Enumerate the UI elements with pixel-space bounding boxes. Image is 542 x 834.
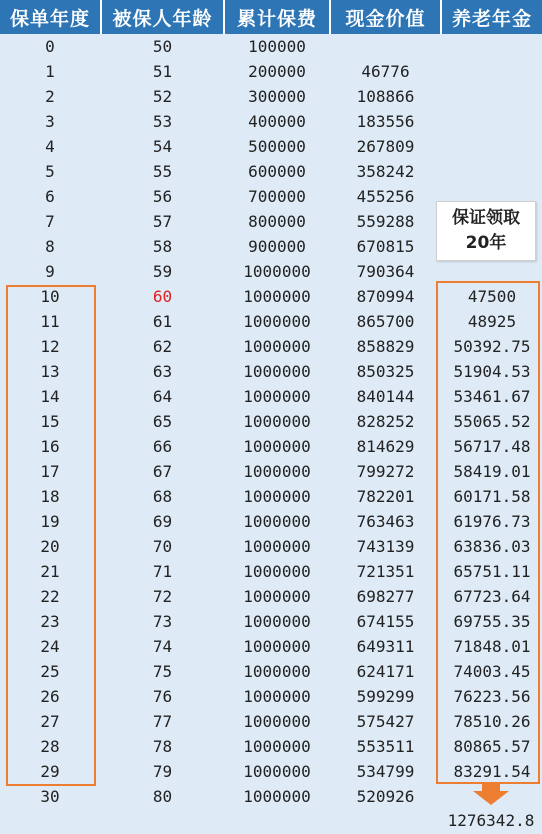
insured-age-cell: 68	[152, 487, 173, 506]
cash-value-cell: 183556	[356, 112, 415, 131]
annuity-cell: 74003.45	[453, 662, 531, 681]
premium-cell: 1000000	[243, 562, 311, 581]
cash-value-cell: 721351	[356, 562, 415, 581]
table-row	[0, 109, 542, 134]
annuity-cell: 63836.03	[453, 537, 531, 556]
policy-year-cell: 1	[45, 62, 55, 81]
cash-value-cell: 358242	[356, 162, 415, 181]
policy-year-cell: 15	[40, 412, 60, 431]
premium-cell: 1000000	[243, 637, 311, 656]
premium-cell: 1000000	[243, 487, 311, 506]
policy-year-cell: 25	[40, 662, 60, 681]
policy-year-cell: 18	[40, 487, 60, 506]
premium-cell: 1000000	[243, 387, 311, 406]
cash-value-cell: 828252	[356, 412, 415, 431]
premium-cell: 1000000	[243, 512, 311, 531]
annuity-cell: 56717.48	[453, 437, 531, 456]
premium-cell: 1000000	[243, 712, 311, 731]
insured-age-cell: 54	[152, 137, 173, 156]
insured-age-cell: 65	[152, 412, 173, 431]
insured-age-cell: 55	[152, 162, 173, 181]
insured-age-cell: 53	[152, 112, 173, 131]
premium-cell: 1000000	[243, 737, 311, 756]
table-row	[0, 784, 542, 809]
insured-age-cell: 80	[152, 787, 173, 806]
cash-value-cell: 865700	[356, 312, 415, 331]
annuity-cell	[442, 159, 542, 184]
premium-cell: 1000000	[243, 787, 311, 806]
table-row	[0, 134, 542, 159]
premium-cell: 1000000	[243, 762, 311, 781]
policy-year-cell: 4	[45, 137, 55, 156]
header-cumulative-premium: 累计保费	[225, 0, 331, 34]
annuity-cell: 67723.64	[453, 587, 531, 606]
policy-year-cell: 13	[40, 362, 60, 381]
cash-value-cell: 840144	[356, 387, 415, 406]
annuity-cell	[442, 59, 542, 84]
insured-age-cell: 62	[152, 337, 173, 356]
policy-year-cell: 14	[40, 387, 60, 406]
cash-value-cell: 599299	[356, 687, 415, 706]
policy-year-cell: 22	[40, 587, 60, 606]
premium-cell: 300000	[248, 87, 306, 106]
premium-cell: 1000000	[243, 412, 311, 431]
premium-cell: 900000	[248, 237, 306, 256]
premium-cell: 1000000	[243, 337, 311, 356]
annuity-cell: 48925	[467, 312, 517, 331]
policy-year-cell: 20	[40, 537, 60, 556]
insured-age-cell: 78	[152, 737, 173, 756]
annuity-cell: 65751.11	[453, 562, 531, 581]
annuity-highlight-box	[436, 281, 540, 784]
insured-age-cell: 71	[152, 562, 173, 581]
cash-value-cell: 575427	[356, 712, 415, 731]
premium-cell: 500000	[248, 137, 306, 156]
policy-year-cell: 28	[40, 737, 60, 756]
insured-age-cell: 56	[152, 187, 173, 206]
table-row	[0, 159, 542, 184]
cash-value-cell: 698277	[356, 587, 415, 606]
premium-cell: 200000	[248, 62, 306, 81]
annuity-cell: 83291.54	[453, 762, 531, 781]
cash-value-cell: 870994	[356, 287, 415, 306]
insured-age-cell: 61	[152, 312, 173, 331]
header-insured-age: 被保人年龄	[102, 0, 225, 34]
premium-cell: 600000	[248, 162, 306, 181]
premium-cell: 100000	[248, 37, 306, 56]
cash-value-cell: 858829	[356, 337, 415, 356]
premium-cell: 400000	[248, 112, 306, 131]
cash-value-cell: 46776	[361, 62, 410, 81]
insured-age-cell: 63	[152, 362, 173, 381]
premium-cell: 1000000	[243, 437, 311, 456]
table-row	[0, 34, 542, 59]
policy-year-cell: 11	[40, 312, 60, 331]
cash-value-cell: 267809	[356, 137, 415, 156]
policy-year-cell: 2	[45, 87, 55, 106]
guarantee-note-line2: 20年	[465, 233, 507, 253]
cash-value-cell: 743139	[356, 537, 415, 556]
annuity-cell: 80865.57	[453, 737, 531, 756]
annuity-cell: 50392.75	[453, 337, 531, 356]
header-policy-year: 保单年度	[0, 0, 102, 34]
insured-age-cell: 70	[152, 537, 173, 556]
insured-age-cell: 75	[152, 662, 173, 681]
insured-age-cell: 59	[152, 262, 173, 281]
premium-cell: 1000000	[243, 587, 311, 606]
policy-year-cell: 29	[40, 762, 60, 781]
table-row	[0, 84, 542, 109]
cash-value-cell: 534799	[356, 762, 415, 781]
policy-year-cell: 19	[40, 512, 60, 531]
policy-year-cell: 12	[40, 337, 60, 356]
policy-year-cell: 9	[45, 262, 55, 281]
premium-cell: 1000000	[243, 537, 311, 556]
policy-year-cell: 5	[45, 162, 55, 181]
annuity-cell: 47500	[467, 287, 517, 306]
cash-value-cell: 455256	[356, 187, 415, 206]
cash-value-cell: 790364	[356, 262, 415, 281]
cash-value-cell: 520926	[356, 787, 415, 806]
guarantee-note	[436, 201, 536, 261]
insured-age-cell: 69	[152, 512, 173, 531]
premium-cell: 1000000	[243, 262, 311, 281]
annuity-cell	[442, 134, 542, 159]
policy-year-cell: 30	[40, 787, 60, 806]
insured-age-cell: 64	[152, 387, 173, 406]
insured-age-cell: 67	[152, 462, 173, 481]
annuity-cell: 78510.26	[453, 712, 531, 731]
annuity-cell: 58419.01	[453, 462, 531, 481]
annuity-cell: 60171.58	[453, 487, 531, 506]
cash-value-cell: 814629	[356, 437, 415, 456]
policy-year-cell: 17	[40, 462, 60, 481]
cash-value-cell: 624171	[356, 662, 415, 681]
policy-year-cell: 16	[40, 437, 60, 456]
cash-value-cell: 799272	[356, 462, 415, 481]
annuity-cell	[442, 34, 542, 59]
policy-year-cell: 8	[45, 237, 55, 256]
annuity-cell: 76223.56	[453, 687, 531, 706]
insured-age-cell: 50	[152, 37, 173, 56]
insured-age-cell: 74	[152, 637, 173, 656]
cash-value-cell: 850325	[356, 362, 415, 381]
insured-age-cell: 79	[152, 762, 173, 781]
premium-cell: 700000	[248, 187, 306, 206]
insured-age-cell: 58	[152, 237, 173, 256]
header-pension-annuity: 养老年金	[442, 0, 542, 34]
insured-age-cell: 77	[152, 712, 173, 731]
policy-year-cell: 0	[45, 37, 55, 56]
cash-value-cell: 559288	[356, 212, 415, 231]
annuity-total: 1276342.8	[447, 811, 535, 830]
annuity-cell	[442, 109, 542, 134]
down-arrow-icon	[473, 783, 509, 805]
policy-year-cell: 10	[40, 287, 60, 306]
insured-age-cell: 73	[152, 612, 173, 631]
policy-year-cell: 7	[45, 212, 55, 231]
table-row	[0, 59, 542, 84]
cash-value-cell: 674155	[356, 612, 415, 631]
cash-value-cell: 670815	[356, 237, 415, 256]
annuity-cell: 71848.01	[453, 637, 531, 656]
premium-cell: 1000000	[243, 362, 311, 381]
annuity-cell: 61976.73	[453, 512, 531, 531]
cash-value-cell: 763463	[356, 512, 415, 531]
premium-cell: 1000000	[243, 287, 311, 306]
policy-year-cell: 24	[40, 637, 60, 656]
policy-year-cell: 27	[40, 712, 60, 731]
insured-age-cell: 57	[152, 212, 173, 231]
policy-year-cell: 21	[40, 562, 60, 581]
header-cash-value: 现金价值	[331, 0, 442, 34]
insured-age-cell: 60	[152, 287, 173, 306]
insured-age-cell: 51	[152, 62, 173, 81]
insured-age-cell: 72	[152, 587, 173, 606]
cash-value-cell: 649311	[356, 637, 415, 656]
cash-value-cell: 553511	[356, 737, 415, 756]
premium-cell: 1000000	[243, 312, 311, 331]
annuity-cell: 69755.35	[453, 612, 531, 631]
policy-year-cell: 26	[40, 687, 60, 706]
policy-year-cell: 23	[40, 612, 60, 631]
annuity-cell: 55065.52	[453, 412, 531, 431]
premium-cell: 800000	[248, 212, 306, 231]
insured-age-cell: 52	[152, 87, 173, 106]
insured-age-cell: 76	[152, 687, 173, 706]
annuity-cell	[442, 84, 542, 109]
cash-value-cell: 782201	[356, 487, 415, 506]
cash-value-cell	[331, 34, 440, 59]
policy-year-highlight-box	[6, 285, 96, 786]
cash-value-cell: 108866	[356, 87, 415, 106]
insured-age-cell: 66	[152, 437, 173, 456]
premium-cell: 1000000	[243, 462, 311, 481]
guarantee-note-line1: 保证领取	[452, 208, 520, 228]
annuity-cell: 51904.53	[453, 362, 531, 381]
premium-cell: 1000000	[243, 612, 311, 631]
annuity-cell: 53461.67	[453, 387, 531, 406]
premium-cell: 1000000	[243, 662, 311, 681]
policy-year-cell: 3	[45, 112, 55, 131]
policy-year-cell: 6	[45, 187, 55, 206]
premium-cell: 1000000	[243, 687, 311, 706]
